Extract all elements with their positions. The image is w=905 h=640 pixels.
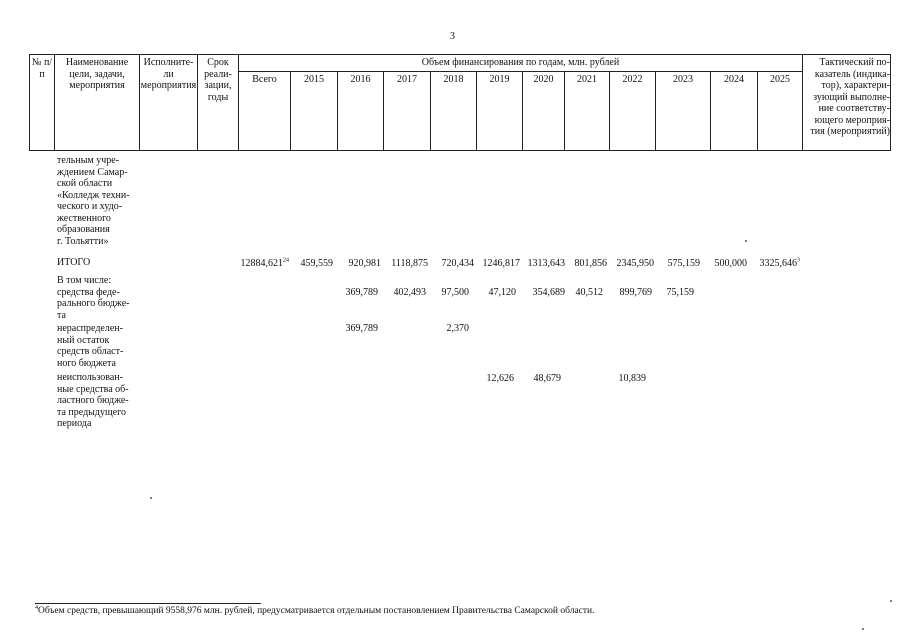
header-year-2023: 2023 <box>673 74 693 85</box>
total-2016: 920,981 <box>348 258 381 269</box>
header-indicator: Тактический по-казатель (индика-тор), характери-зующий выполне-ние соответству-ющего мероприя-тия (мероприятий) <box>810 57 890 137</box>
header-year-2022: 2022 <box>622 74 643 85</box>
header-year-2021: 2021 <box>577 74 597 85</box>
unused-2022: 10,839 <box>618 373 646 384</box>
total-2015: 459,559 <box>300 258 333 269</box>
header-year-2016: 2016 <box>350 74 371 85</box>
header-executor: Исполните-ли мероприятия <box>140 57 197 91</box>
total-2025: 3325,646$^3$ <box>759 257 800 269</box>
total-2022: 2345,950 <box>616 258 654 269</box>
federal-2016: 369,789 <box>345 287 378 298</box>
page-number: 3 <box>450 31 455 42</box>
undistributed-2016: 369,789 <box>345 323 378 334</box>
header-year-2025: 2025 <box>770 74 790 85</box>
total-2019: 1246,817 <box>482 258 520 269</box>
header-year-2015: 2015 <box>304 74 324 85</box>
header-funding: Объем финансирования по годам, млн. рублей <box>421 57 620 68</box>
header-year-2020: 2020 <box>533 74 554 85</box>
header-year-2024: 2024 <box>724 74 744 85</box>
total-2017: 1118,875 <box>391 258 428 269</box>
total-label: ИТОГО <box>57 257 91 268</box>
total-sum: 12884,621$^{24}$ <box>240 257 289 269</box>
federal-2022: 899,769 <box>619 287 652 298</box>
federal-2018: 97,500 <box>441 287 469 298</box>
footnote-separator <box>35 603 261 604</box>
total-2023: 575,159 <box>667 258 700 269</box>
federal-2021: 40,512 <box>575 287 603 298</box>
total-2018: 720,434 <box>441 258 474 269</box>
header-name: Наименование цели, задачи, мероприятия <box>65 57 129 91</box>
scan-speck <box>150 497 152 499</box>
footnote: $^4$Объем средств, превышающий 9558,976 млн. рублей, предусматривается отдельным постановлением Правительства Самарской области. <box>35 604 595 616</box>
total-2024: 500,000 <box>714 258 747 269</box>
header-number: № п/п <box>31 57 53 80</box>
scan-speck <box>862 628 864 630</box>
undistributed-2018: 2,370 <box>446 323 469 334</box>
breakdown-undistributed-label: нераспределен- ный остаток средств област- ного бюджета <box>57 323 124 369</box>
federal-2023: 75,159 <box>666 287 694 298</box>
header-year-2017: 2017 <box>397 74 417 85</box>
header-year-2018: 2018 <box>443 74 464 85</box>
federal-2019: 47,120 <box>488 287 516 298</box>
total-2021: 801,856 <box>574 258 607 269</box>
breakdown-federal-label: В том числе: средства феде- рального бюдже- та <box>57 275 130 321</box>
continuation-text: тельным учре- ждением Самар- ской области «Колледж техни- ческого и худо- жественного образования г. Тольятти» <box>57 155 130 247</box>
unused-2020: 48,679 <box>533 373 561 384</box>
total-2020: 1313,643 <box>527 258 565 269</box>
federal-2017: 402,493 <box>393 287 426 298</box>
federal-2020: 354,689 <box>532 287 565 298</box>
scan-speck <box>890 600 892 602</box>
header-term: Срок реали-зации, годы <box>204 57 232 103</box>
scan-speck <box>745 240 747 242</box>
unused-2019: 12,626 <box>486 373 514 384</box>
header-year-2019: 2019 <box>489 74 510 85</box>
breakdown-unused-label: неиспользован- ные средства об- ластного бюдже- та предыдущего периода <box>57 372 129 429</box>
header-year-total: Всего <box>252 74 277 85</box>
